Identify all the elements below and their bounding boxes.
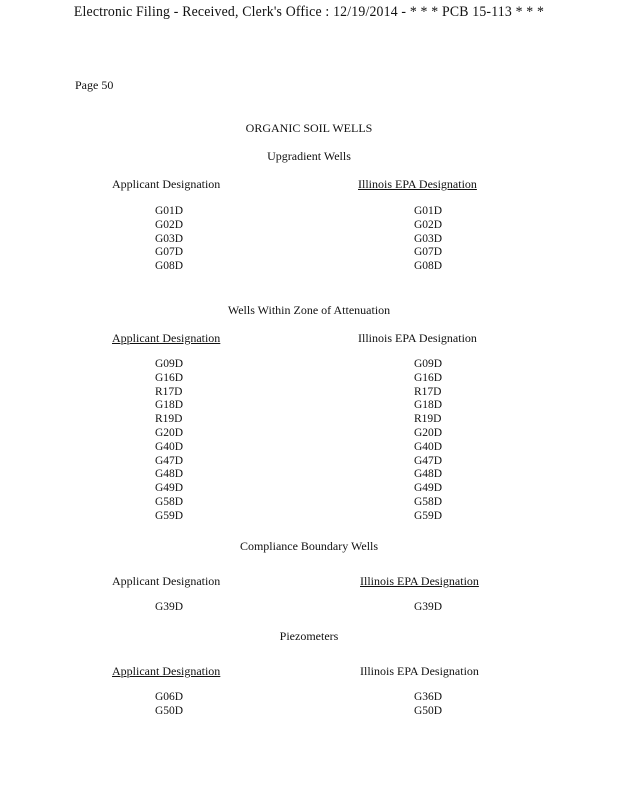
well-designation: G48D (155, 468, 184, 481)
page-number: Page 50 (75, 78, 114, 92)
applicant-designation-header: Applicant Designation (112, 664, 221, 678)
well-designation: G18D (155, 399, 184, 412)
well-designation: G50D (414, 704, 443, 717)
well-designation: G59D (155, 509, 184, 522)
illinois-epa-designation-header: Illinois EPA Designation (358, 177, 477, 191)
well-designation: G18D (414, 399, 443, 412)
well-designation: G06D (155, 691, 184, 703)
well-designation: G08D (414, 260, 443, 273)
well-designation: R17D (414, 385, 442, 398)
well-designation: G40D (155, 440, 184, 453)
well-designation: G16D (414, 371, 443, 384)
well-designation: G20D (155, 426, 184, 439)
applicant-list-piezometers (155, 691, 183, 719)
well-designation: G02D (155, 218, 184, 231)
applicant-designation-header: Applicant Designation (112, 331, 221, 345)
illinois-epa-designation-header: Illinois EPA Designation (360, 574, 479, 588)
well-designation: G49D (414, 482, 443, 495)
filing-stamp-header: Electronic Filing - Received, Clerk's Office : 12/19/2014 - * * * PCB 15-113 * * * (73, 4, 545, 20)
well-designation: G47D (414, 454, 443, 467)
well-designation: G09D (414, 358, 443, 370)
epa-list-piezometers (414, 691, 442, 719)
group-title-zone-of-attenuation: Wells Within Zone of Attenuation (227, 303, 391, 317)
well-designation: G03D (414, 232, 443, 245)
well-designation: G39D (414, 601, 443, 613)
applicant-list-upgradient (155, 205, 183, 274)
group-title-compliance-boundary: Compliance Boundary Wells (239, 539, 379, 553)
epa-list-upgradient (414, 205, 442, 274)
well-designation: G58D (155, 495, 184, 508)
well-designation: G08D (155, 260, 184, 273)
well-designation: G07D (414, 246, 443, 259)
well-designation: G59D (414, 509, 443, 522)
well-designation: G50D (155, 704, 184, 717)
well-designation: G02D (414, 218, 443, 231)
well-designation: G20D (414, 426, 443, 439)
applicant-designation-header: Applicant Designation (112, 177, 221, 191)
well-designation: G09D (155, 358, 184, 370)
well-designation: G16D (155, 371, 184, 384)
well-designation: R19D (414, 413, 442, 426)
well-designation: R19D (155, 413, 183, 426)
group-title-piezometers: Piezometers (279, 629, 339, 643)
well-designation: G01D (414, 205, 443, 217)
illinois-epa-designation-header: Illinois EPA Designation (360, 664, 479, 678)
epa-list-zone (414, 358, 442, 524)
applicant-list-zone (155, 358, 183, 524)
well-designation: G58D (414, 495, 443, 508)
illinois-epa-designation-header: Illinois EPA Designation (358, 331, 477, 345)
well-designation: R17D (155, 385, 183, 398)
well-designation: G48D (414, 468, 443, 481)
well-designation: G39D (155, 601, 184, 613)
group-title-upgradient: Upgradient Wells (267, 149, 351, 163)
well-designation: G01D (155, 205, 184, 217)
well-designation: G03D (155, 232, 184, 245)
epa-list-compliance (414, 601, 442, 615)
well-designation: G40D (414, 440, 443, 453)
well-designation: G07D (155, 246, 184, 259)
applicant-designation-header: Applicant Designation (112, 574, 221, 588)
well-designation: G47D (155, 454, 184, 467)
section-title: ORGANIC SOIL WELLS (245, 121, 373, 135)
well-designation: G49D (155, 482, 184, 495)
applicant-list-compliance (155, 601, 183, 615)
well-designation: G36D (414, 691, 443, 703)
